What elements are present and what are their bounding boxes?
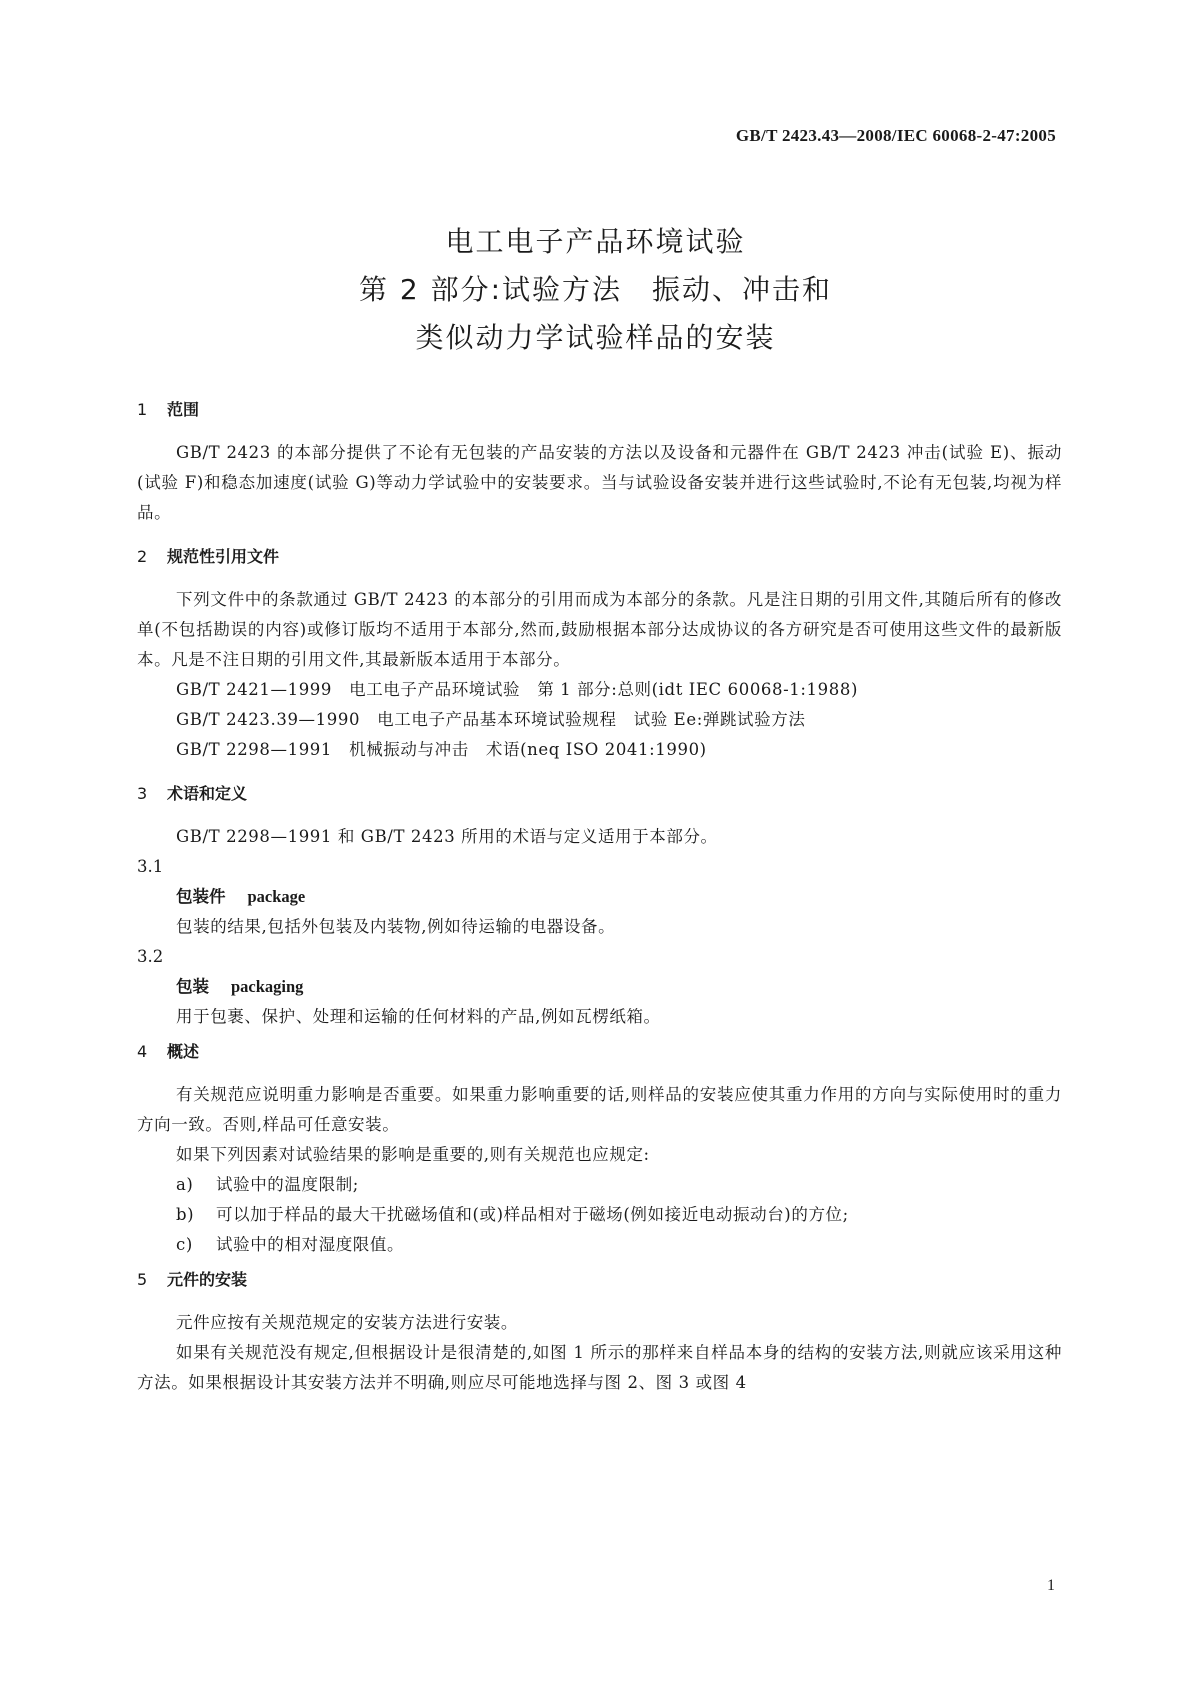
section-title: 概述 — [167, 1042, 200, 1061]
standard-code: GB/T 2423.43—2008/IEC 60068-2-47:2005 — [735, 126, 1056, 145]
section-title: 范围 — [167, 400, 200, 419]
reference-item: GB/T 2421—1999 电工电子产品环境试验 第 1 部分:总则(idt IEC 60068-1:1988) — [176, 680, 858, 699]
list-text: 可以加于样品的最大干扰磁场值和(或)样品相对于磁场(例如接近电动振动台)的方位; — [216, 1205, 849, 1224]
term-entry — [137, 882, 1062, 912]
term-entry — [137, 972, 1062, 1002]
paragraph: GB/T 2423 的本部分提供了不论有无包装的产品安装的方法以及设备和元器件在 GB/T 2423 冲击(试验 E)、振动(试验 F)和稳态加速度(试验 G)等动力学试验中的安装要求。当与试验设备安装并进行这些试验时,不论有无包装,均视为样品。 — [137, 443, 1062, 522]
title-line-2: 第 2 部分:试验方法 振动、冲击和 — [358, 273, 833, 306]
section-number: 2 — [137, 547, 148, 566]
title-line-1: 电工电子产品环境试验 — [445, 225, 746, 258]
paragraph: 下列文件中的条款通过 GB/T 2423 的本部分的引用而成为本部分的条款。凡是注日期的引用文件,其随后所有的修改单(不包括勘误的内容)或修订版均不适用于本部分,然而,鼓励根据本部分达成协议的各方研究是否可使用这些文件的最新版本。凡是不注日期的引用文件,其最新版本适用于本部分。 — [137, 590, 1062, 669]
list-marker: b) — [176, 1205, 195, 1224]
list-marker: c) — [176, 1235, 193, 1254]
clause-number: 3.1 — [137, 857, 164, 876]
section-heading-general — [137, 1042, 1062, 1062]
section-title: 术语和定义 — [167, 784, 248, 803]
list-text: 试验中的相对湿度限值。 — [216, 1235, 405, 1254]
section-number: 1 — [137, 400, 148, 419]
paragraph: 元件应按有关规范规定的安装方法进行安装。 — [176, 1313, 518, 1332]
reference-list — [137, 675, 1062, 765]
list-marker: a) — [176, 1175, 194, 1194]
list-text: 试验中的温度限制; — [216, 1175, 359, 1194]
section-heading-terms — [137, 784, 1062, 804]
paragraph: 如果下列因素对试验结果的影响是重要的,则有关规范也应规定: — [176, 1145, 650, 1164]
term-definition: 用于包裹、保护、处理和运输的任何材料的产品,例如瓦楞纸箱。 — [176, 1007, 661, 1026]
term-zh: 包装件 — [176, 887, 226, 906]
section-heading-component-mounting — [137, 1270, 1062, 1290]
title-line-3: 类似动力学试验样品的安装 — [415, 321, 776, 354]
clause-number: 3.2 — [137, 947, 164, 966]
paragraph: 有关规范应说明重力影响是否重要。如果重力影响重要的话,则样品的安装应使其重力作用的方向与实际使用时的重力方向一致。否则,样品可任意安装。 — [137, 1085, 1062, 1134]
section-title: 元件的安装 — [167, 1270, 248, 1289]
term-zh: 包装 — [176, 977, 209, 996]
list-item — [137, 1170, 1062, 1200]
reference-item: GB/T 2423.39—1990 电工电子产品基本环境试验规程 试验 Ee:弹跳试验方法 — [176, 710, 806, 729]
list-item — [137, 1200, 1062, 1230]
section-number: 4 — [137, 1042, 148, 1061]
page-number: 1 — [1047, 1577, 1055, 1594]
document-body — [137, 400, 1062, 1398]
term-en: package — [247, 887, 306, 906]
term-en: packaging — [231, 977, 304, 996]
paragraph: GB/T 2298—1991 和 GB/T 2423 所用的术语与定义适用于本部分。 — [176, 827, 718, 846]
section-title: 规范性引用文件 — [167, 547, 280, 566]
reference-item: GB/T 2298—1991 机械振动与冲击 术语(neq ISO 2041:1990) — [176, 740, 707, 759]
section-heading-normative-references — [137, 547, 1062, 567]
paragraph: 如果有关规范没有规定,但根据设计是很清楚的,如图 1 所示的那样来自样品本身的结构的安装方法,则就应该采用这种方法。如果根据设计其安装方法并不明确,则应尽可能地选择与图 2、图 3 或图 4 — [137, 1343, 1062, 1392]
document-title — [0, 218, 1191, 362]
term-definition: 包装的结果,包括外包装及内装物,例如待运输的电器设备。 — [176, 917, 616, 936]
section-number: 5 — [137, 1270, 148, 1289]
section-number: 3 — [137, 784, 148, 803]
section-heading-scope — [137, 400, 1062, 420]
list-item — [137, 1230, 1062, 1260]
